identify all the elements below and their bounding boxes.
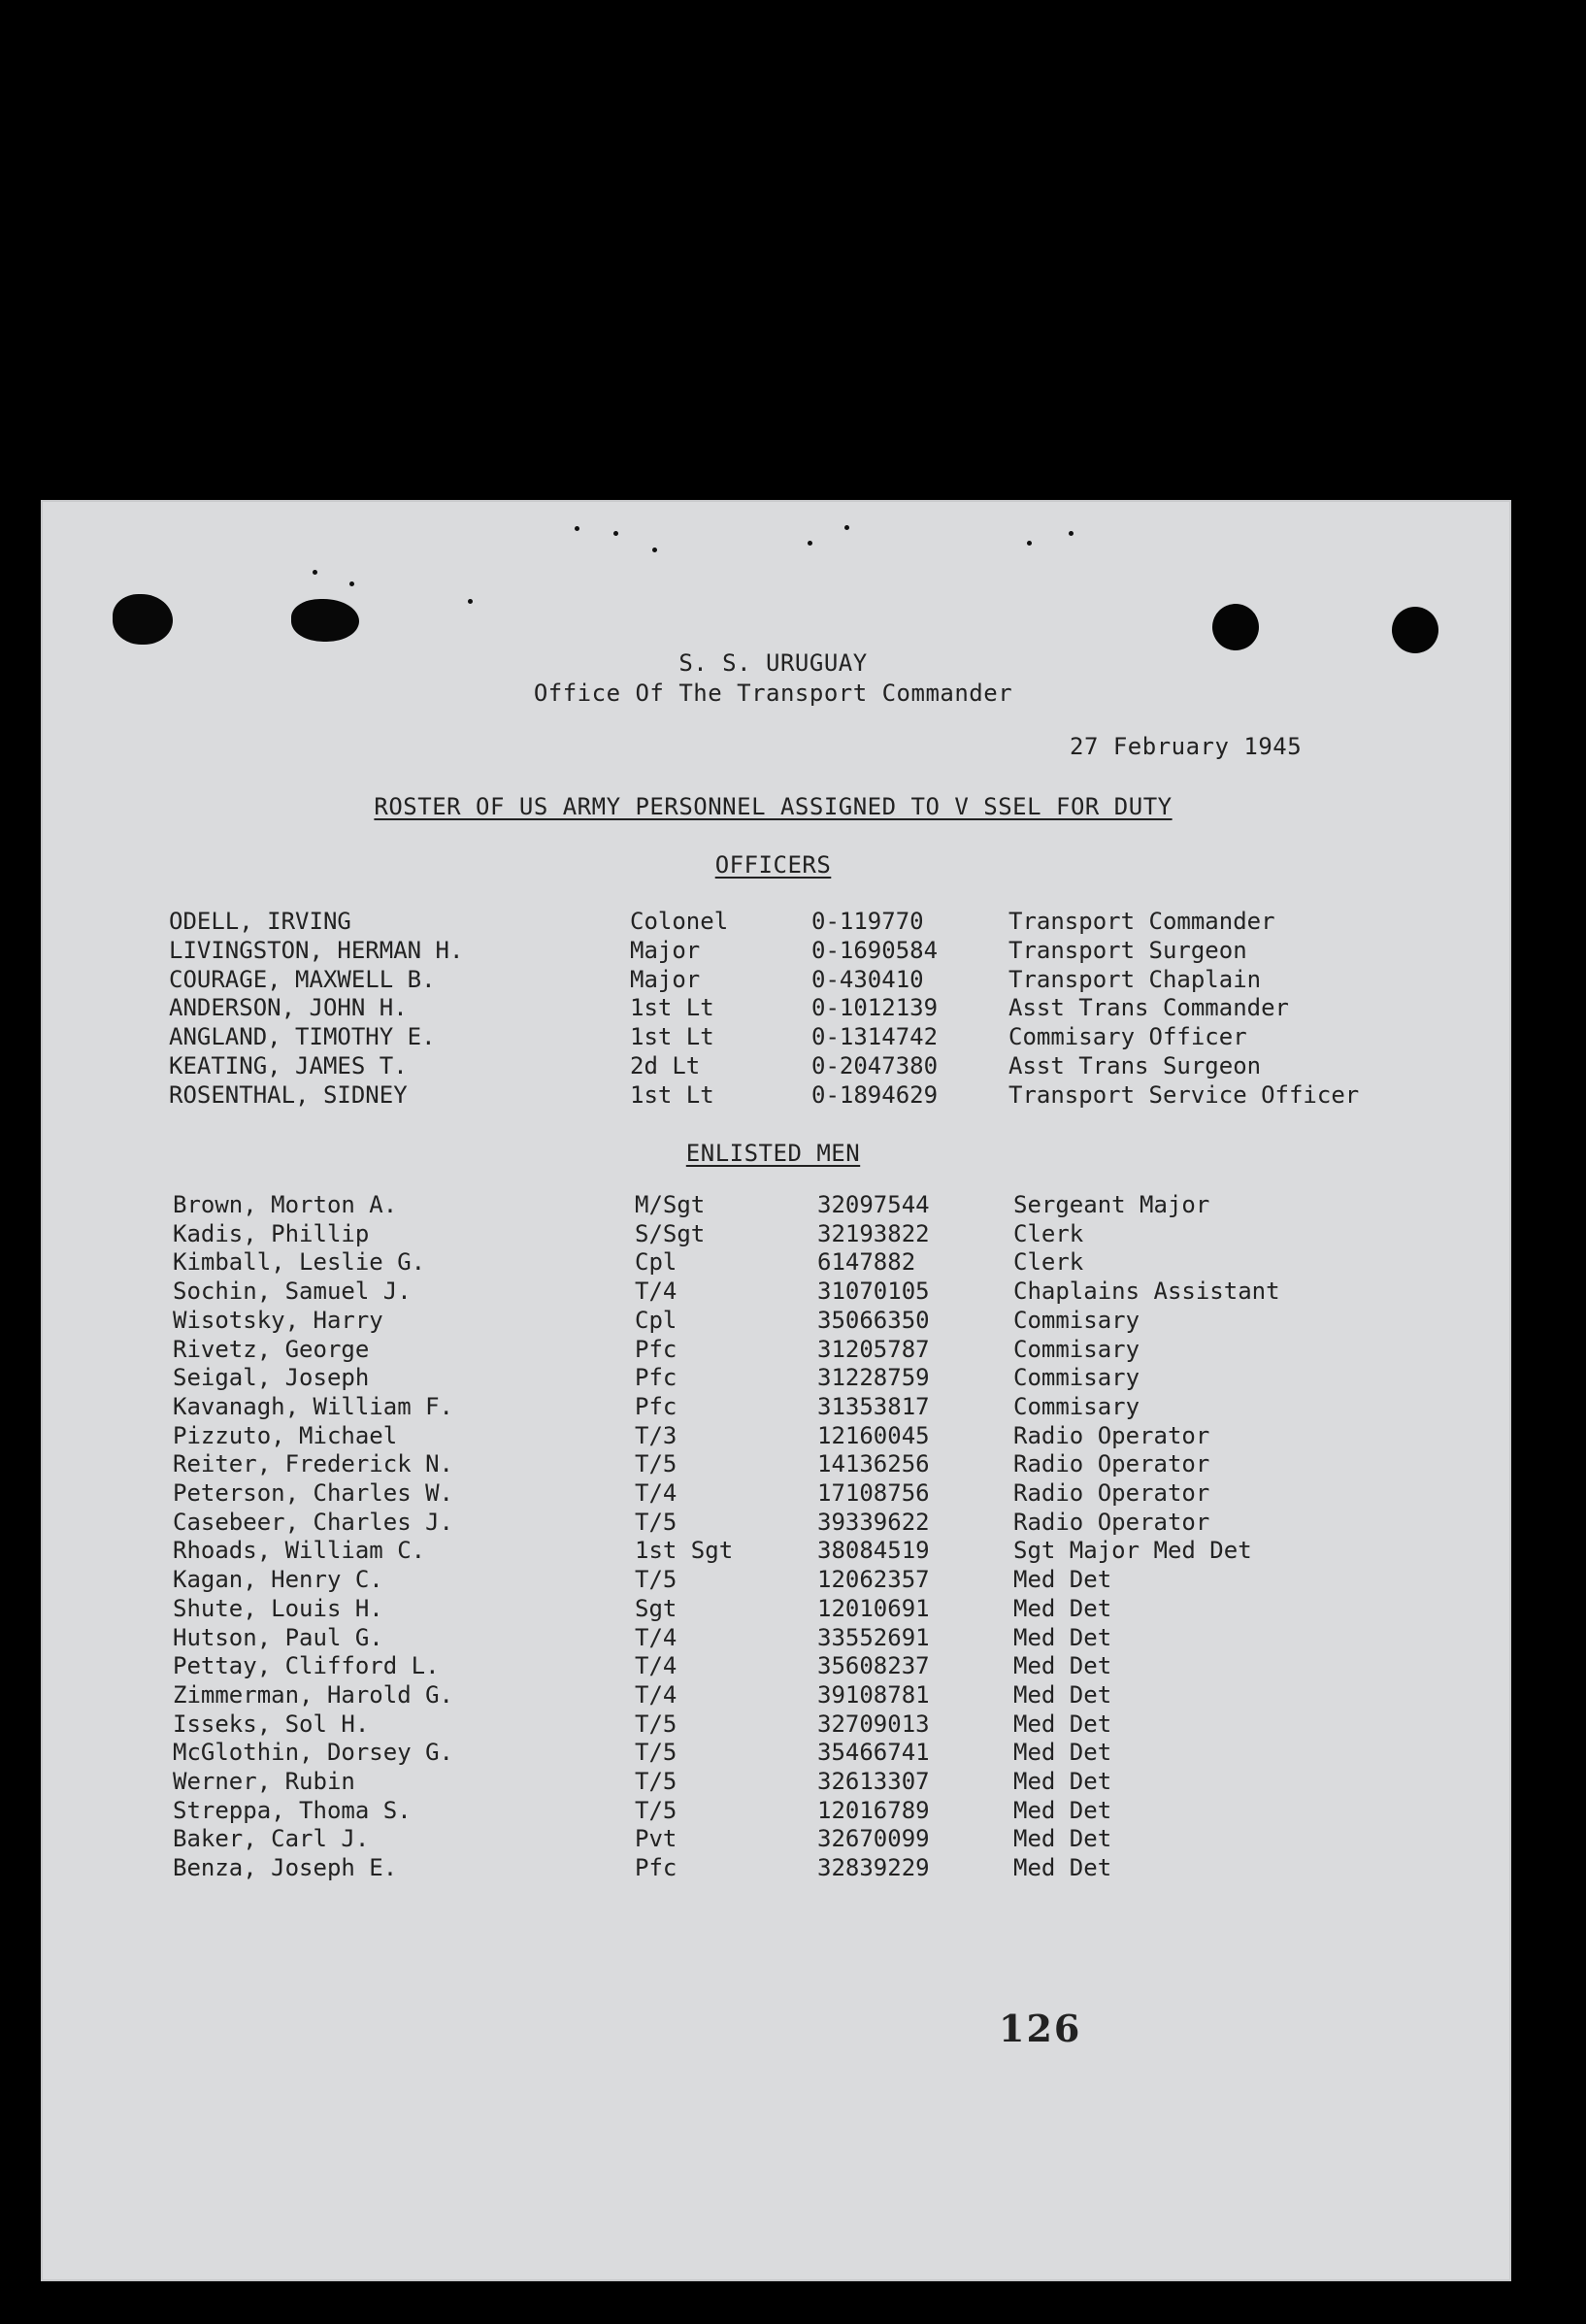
roster-name: KEATING, JAMES T. <box>169 1052 408 1079</box>
roster-rank: 1st Lt <box>630 1023 714 1051</box>
officers-row <box>43 1052 1509 1081</box>
roster-name: Seigal, Joseph <box>173 1364 370 1392</box>
enlisted-row <box>43 1191 1509 1220</box>
roster-duty: Med Det <box>1013 1680 1112 1709</box>
officers-heading: OFFICERS <box>714 851 832 879</box>
roster-serial: 0-1012139 <box>811 994 939 1022</box>
roster-name: Pettay, Clifford L. <box>173 1652 440 1680</box>
enlisted-row <box>43 1624 1509 1653</box>
roster-duty: Transport Surgeon <box>1008 936 1247 964</box>
roster-serial: 35066350 <box>817 1306 930 1334</box>
roster-rank: Cpl <box>635 1306 677 1334</box>
roster-rank: Colonel <box>630 908 729 935</box>
roster-name: Kadis, Phillip <box>173 1219 370 1247</box>
roster-rank: Pfc <box>635 1364 677 1392</box>
ink-blot <box>291 599 359 642</box>
roster-rank: S/Sgt <box>635 1219 706 1247</box>
roster-serial: 32097544 <box>817 1191 930 1218</box>
roster-serial: 12016789 <box>817 1796 930 1824</box>
punch-hole <box>1212 604 1259 650</box>
roster-rank: T/3 <box>635 1421 677 1449</box>
speck <box>468 599 473 604</box>
speck <box>844 525 849 530</box>
roster-name: Pizzuto, Michael <box>173 1421 398 1449</box>
roster-name: Shute, Louis H. <box>173 1594 383 1622</box>
enlisted-row <box>43 1825 1509 1854</box>
roster-duty: Commisary <box>1013 1306 1140 1334</box>
roster-serial: 35466741 <box>817 1739 930 1767</box>
officers-row <box>43 966 1509 995</box>
roster-rank: T/4 <box>635 1623 677 1651</box>
roster-serial: 39108781 <box>817 1680 930 1709</box>
roster-serial: 0-1314742 <box>811 1023 939 1051</box>
roster-serial: 17108756 <box>817 1479 930 1507</box>
roster-rank: Major <box>630 965 701 993</box>
roster-name: Wisotsky, Harry <box>173 1306 383 1334</box>
roster-rank: T/5 <box>635 1566 677 1594</box>
roster-serial: 32709013 <box>817 1710 930 1738</box>
roster-serial: 12160045 <box>817 1421 930 1449</box>
roster-serial: 31228759 <box>817 1364 930 1392</box>
roster-name: ODELL, IRVING <box>169 908 351 935</box>
speck <box>349 581 354 586</box>
enlisted-row <box>43 1509 1509 1538</box>
punch-hole <box>1392 607 1438 653</box>
roster-name: Benza, Joseph E. <box>173 1854 398 1882</box>
officers-row <box>43 1081 1509 1111</box>
roster-duty: Transport Service Officer <box>1008 1080 1360 1109</box>
roster-serial: 14136256 <box>817 1450 930 1478</box>
roster-name: Kagan, Henry C. <box>173 1566 383 1594</box>
roster-rank: T/5 <box>635 1739 677 1767</box>
enlisted-row <box>43 1797 1509 1826</box>
roster-serial: 0-1690584 <box>811 936 939 964</box>
speck <box>313 570 317 575</box>
roster-rank: 1st Sgt <box>635 1537 734 1565</box>
roster-serial: 32839229 <box>817 1854 930 1882</box>
officers-row <box>43 994 1509 1023</box>
roster-rank: Pfc <box>635 1854 677 1882</box>
enlisted-row <box>43 1739 1509 1768</box>
roster-duty: Chaplains Assistant <box>1013 1278 1280 1306</box>
roster-serial: 32193822 <box>817 1219 930 1247</box>
document-date: 27 February 1945 <box>1070 733 1303 760</box>
roster-duty: Med Det <box>1013 1710 1112 1738</box>
enlisted-row <box>43 1450 1509 1479</box>
roster-serial: 0-2047380 <box>811 1052 939 1079</box>
officers-row <box>43 1023 1509 1052</box>
enlisted-row <box>43 1537 1509 1566</box>
roster-duty: Transport Chaplain <box>1008 965 1262 993</box>
roster-rank: 1st Lt <box>630 994 714 1022</box>
roster-duty: Commisary <box>1013 1335 1140 1363</box>
roster-rank: 1st Lt <box>630 1080 714 1109</box>
roster-duty: Med Det <box>1013 1739 1112 1767</box>
roster-name: Isseks, Sol H. <box>173 1710 370 1738</box>
speck <box>808 541 812 546</box>
roster-rank: Cpl <box>635 1248 677 1277</box>
roster-rank: T/5 <box>635 1508 677 1536</box>
enlisted-row <box>43 1479 1509 1509</box>
roster-duty: Clerk <box>1013 1219 1084 1247</box>
roster-name: Streppa, Thoma S. <box>173 1796 412 1824</box>
roster-rank: Sgt <box>635 1594 677 1622</box>
roster-serial: 0-1894629 <box>811 1080 939 1109</box>
roster-name: Rhoads, William C. <box>173 1537 426 1565</box>
document-page <box>41 500 1511 2281</box>
speck <box>652 548 657 552</box>
officers-list <box>43 908 1509 1121</box>
roster-name: COURAGE, MAXWELL B. <box>169 965 436 993</box>
roster-name: Werner, Rubin <box>173 1768 355 1795</box>
roster-duty: Radio Operator <box>1013 1421 1210 1449</box>
roster-duty: Commisary <box>1013 1392 1140 1420</box>
speck <box>1027 541 1032 546</box>
roster-name: Baker, Carl J. <box>173 1825 370 1853</box>
document-title: ROSTER OF US ARMY PERSONNEL ASSIGNED TO V SSEL FOR DUTY <box>374 793 1173 820</box>
enlisted-row <box>43 1220 1509 1249</box>
roster-duty: Med Det <box>1013 1594 1112 1622</box>
roster-serial: 38084519 <box>817 1537 930 1565</box>
roster-rank: Major <box>630 936 701 964</box>
roster-rank: T/4 <box>635 1278 677 1306</box>
roster-rank: M/Sgt <box>635 1191 706 1218</box>
roster-serial: 39339622 <box>817 1508 930 1536</box>
roster-duty: Transport Commander <box>1008 908 1275 935</box>
office-name: Office Of The Transport Commander <box>533 680 1013 707</box>
enlisted-list <box>43 1191 1509 1890</box>
roster-serial: 31205787 <box>817 1335 930 1363</box>
roster-rank: T/5 <box>635 1768 677 1795</box>
enlisted-row <box>43 1248 1509 1278</box>
roster-rank: T/5 <box>635 1796 677 1824</box>
roster-serial: 32613307 <box>817 1768 930 1795</box>
enlisted-row <box>43 1336 1509 1365</box>
roster-name: Casebeer, Charles J. <box>173 1508 453 1536</box>
enlisted-row <box>43 1652 1509 1681</box>
roster-duty: Sergeant Major <box>1013 1191 1210 1218</box>
roster-name: Peterson, Charles W. <box>173 1479 453 1507</box>
enlisted-row <box>43 1364 1509 1393</box>
roster-serial: 33552691 <box>817 1623 930 1651</box>
enlisted-row <box>43 1307 1509 1336</box>
enlisted-row <box>43 1422 1509 1451</box>
roster-serial: 0-430410 <box>811 965 924 993</box>
roster-name: LIVINGSTON, HERMAN H. <box>169 936 464 964</box>
roster-duty: Med Det <box>1013 1796 1112 1824</box>
roster-serial: 31353817 <box>817 1392 930 1420</box>
roster-name: Zimmerman, Harold G. <box>173 1680 453 1709</box>
roster-rank: 2d Lt <box>630 1052 701 1079</box>
roster-name: McGlothin, Dorsey G. <box>173 1739 453 1767</box>
enlisted-row <box>43 1854 1509 1883</box>
roster-name: Kimball, Leslie G. <box>173 1248 426 1277</box>
enlisted-heading: ENLISTED MEN <box>685 1140 861 1167</box>
roster-duty: Commisary Officer <box>1008 1023 1247 1051</box>
roster-duty: Med Det <box>1013 1825 1112 1853</box>
roster-rank: T/4 <box>635 1680 677 1709</box>
roster-serial: 35608237 <box>817 1652 930 1680</box>
roster-duty: Sgt Major Med Det <box>1013 1537 1252 1565</box>
officers-row <box>43 937 1509 966</box>
roster-duty: Med Det <box>1013 1768 1112 1795</box>
roster-name: Reiter, Frederick N. <box>173 1450 453 1478</box>
roster-rank: T/5 <box>635 1450 677 1478</box>
roster-serial: 12010691 <box>817 1594 930 1622</box>
roster-serial: 32670099 <box>817 1825 930 1853</box>
roster-name: Kavanagh, William F. <box>173 1392 453 1420</box>
roster-name: ANGLAND, TIMOTHY E. <box>169 1023 436 1051</box>
roster-name: Hutson, Paul G. <box>173 1623 383 1651</box>
roster-duty: Asst Trans Surgeon <box>1008 1052 1262 1079</box>
roster-name: Rivetz, George <box>173 1335 370 1363</box>
roster-name: ROSENTHAL, SIDNEY <box>169 1080 408 1109</box>
roster-duty: Clerk <box>1013 1248 1084 1277</box>
page-number: 126 <box>999 2007 1082 2050</box>
roster-duty: Commisary <box>1013 1364 1140 1392</box>
roster-serial: 0-119770 <box>811 908 924 935</box>
roster-serial: 31070105 <box>817 1278 930 1306</box>
enlisted-row <box>43 1768 1509 1797</box>
roster-duty: Med Det <box>1013 1652 1112 1680</box>
enlisted-row <box>43 1278 1509 1307</box>
roster-duty: Radio Operator <box>1013 1450 1210 1478</box>
roster-rank: Pvt <box>635 1825 677 1853</box>
roster-duty: Med Det <box>1013 1854 1112 1882</box>
roster-duty: Med Det <box>1013 1566 1112 1594</box>
roster-duty: Asst Trans Commander <box>1008 994 1289 1022</box>
enlisted-row <box>43 1710 1509 1740</box>
roster-name: Sochin, Samuel J. <box>173 1278 412 1306</box>
roster-name: Brown, Morton A. <box>173 1191 398 1218</box>
ink-blot <box>113 594 173 645</box>
roster-name: ANDERSON, JOHN H. <box>169 994 408 1022</box>
roster-rank: T/5 <box>635 1710 677 1738</box>
speck <box>613 531 618 536</box>
roster-serial: 12062357 <box>817 1566 930 1594</box>
officers-row <box>43 908 1509 937</box>
roster-duty: Radio Operator <box>1013 1508 1210 1536</box>
ship-name: S. S. URUGUAY <box>678 649 868 677</box>
roster-duty: Radio Operator <box>1013 1479 1210 1507</box>
roster-rank: Pfc <box>635 1335 677 1363</box>
roster-duty: Med Det <box>1013 1623 1112 1651</box>
enlisted-row <box>43 1595 1509 1624</box>
speck <box>1069 531 1074 536</box>
enlisted-row <box>43 1393 1509 1422</box>
roster-rank: T/4 <box>635 1479 677 1507</box>
speck <box>575 526 579 531</box>
enlisted-row <box>43 1566 1509 1595</box>
enlisted-row <box>43 1681 1509 1710</box>
roster-rank: T/4 <box>635 1652 677 1680</box>
roster-rank: Pfc <box>635 1392 677 1420</box>
roster-serial: 6147882 <box>817 1248 916 1277</box>
